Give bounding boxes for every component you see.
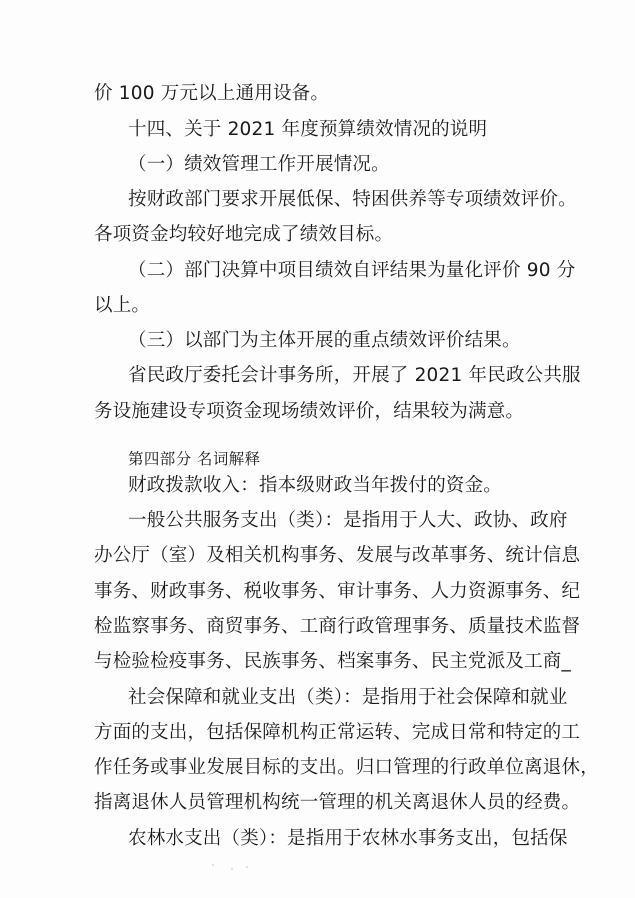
- term-agriculture: 农林水支出（类）：是指用于农林水事务支出，包括保: [128, 828, 568, 849]
- paragraph-line: 作任务或事业发展目标的支出。归口管理的行政单位离退休，: [94, 757, 599, 778]
- subheading-key-evaluation: （三）以部门为主体开展的重点绩效评价结果。: [128, 330, 521, 351]
- paragraph-line: 方面的支出，包括保障机构正常运转、完成日常和特定的工: [94, 722, 581, 743]
- paragraph-line: 事务、财政事务、税收事务、审计事务、人力资源事务、纪: [94, 581, 581, 602]
- scan-speck: [231, 868, 233, 870]
- paragraph-line: 以上。: [94, 295, 151, 316]
- section-heading-performance: 十四、关于 2021 年度预算绩效情况的说明: [128, 119, 488, 140]
- paragraph-line: 各项资金均较好地完成了绩效目标。: [94, 224, 394, 245]
- paragraph-line: 省民政厅委托会计事务所，开展了 2021 年民政公共服: [128, 365, 581, 386]
- term-fiscal-revenue: 财政拨款收入：指本级财政当年拨付的资金。: [128, 475, 503, 496]
- subheading-management: （一）绩效管理工作开展情况。: [128, 154, 390, 175]
- paragraph-line: 办公厅（室）及相关机构事务、发展与改革事务、统计信息: [94, 545, 581, 566]
- text-line-equipment: 价 100 万元以上通用设备。: [94, 83, 330, 104]
- paragraph-line: 与检验检疫事务、民族事务、档案事务、民主党派及工商_: [94, 651, 571, 672]
- paragraph-line: 检监察事务、商贸事务、工商行政管理事务、质量技术监督: [94, 616, 581, 637]
- subheading-self-evaluation: （二）部门决算中项目绩效自评结果为量化评价 90 分: [128, 260, 576, 281]
- term-public-services: 一般公共服务支出（类）：是指用于人大、政协、政府: [128, 510, 568, 531]
- paragraph-line: 按财政部门要求开展低保、特困供养等专项绩效评价。: [128, 189, 577, 210]
- paragraph-line: 务设施建设专项资金现场绩效评价，结果较为满意。: [94, 401, 525, 422]
- scan-speck: [212, 864, 214, 866]
- term-social-security: 社会保障和就业支出（类）：是指用于社会保障和就业: [128, 687, 568, 708]
- paragraph-line: 指离退休人员管理机构统一管理的机关离退休人员的经费。: [94, 792, 581, 813]
- part-four-heading: 第四部分 名词解释: [128, 450, 261, 468]
- scan-speck: [246, 866, 248, 868]
